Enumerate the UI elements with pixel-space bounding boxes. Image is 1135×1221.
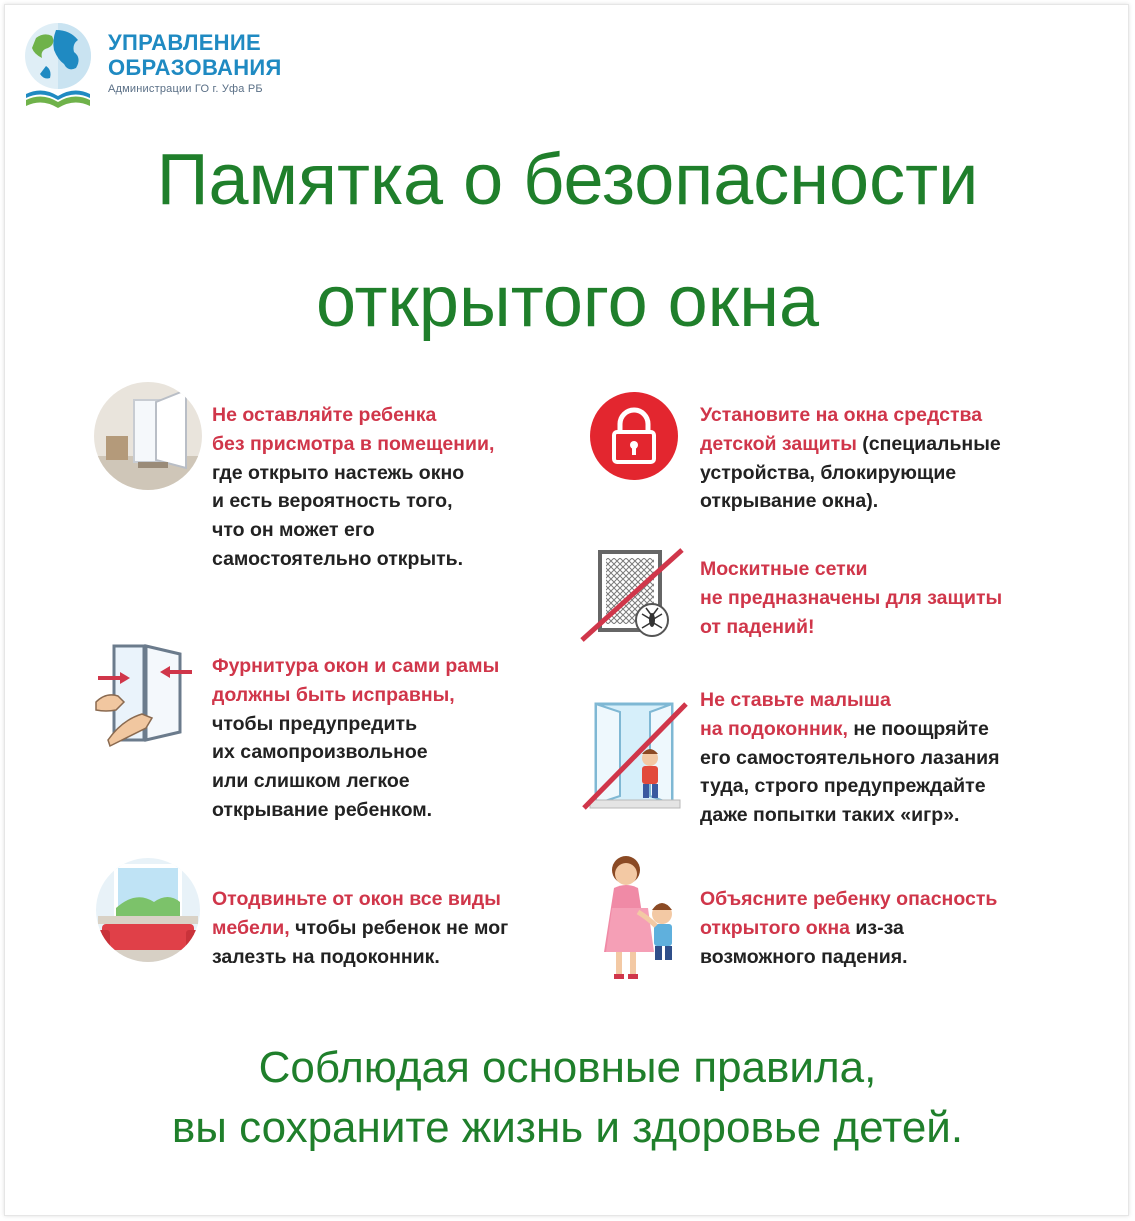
tip-2-text-1: чтобы предупредить (212, 712, 418, 735)
tip-1-text-3: что он может его (212, 519, 375, 542)
logo-line-2: ОБРАЗОВАНИЯ (108, 55, 282, 80)
footer-line-1: Соблюдая основные правила, (258, 1043, 877, 1092)
logo (22, 16, 322, 116)
tip-5-highlight-3: от падений! (700, 615, 815, 638)
tip-3-highlight-1: Отодвиньте от окон все виды (212, 888, 501, 910)
tip-2-highlight-1: Фурнитура окон и сами рамы (212, 655, 500, 677)
tip-6-highlight-1: Не ставьте малыша (700, 689, 891, 711)
tip-1-text-4: самостоятельно открыть. (212, 547, 464, 570)
tip-3-text-1: залезть на подоконник. (212, 945, 440, 968)
tip-4-text-2: открывание окна). (700, 490, 879, 513)
tip-2-text-3: или слишком легкое (212, 770, 410, 793)
tip-5-highlight-2: не предназначены для защиты (700, 586, 1003, 609)
tip-4-text-1: устройства, блокирующие (700, 461, 957, 484)
window-frame-hands-icon (94, 640, 198, 748)
tip-1-highlight-1: Не оставляйте ребенка (212, 404, 437, 426)
tip-6-text-1: его самостоятельного лазания (700, 746, 1000, 769)
sofa-window-icon (96, 858, 200, 962)
padlock-icon (590, 392, 678, 480)
tip-6-text-2: туда, строго предупреждайте (700, 775, 986, 798)
room-window-icon (94, 382, 202, 490)
title-line-1: Памятка о безопасности (156, 140, 979, 220)
child-windowsill-crossed-icon (580, 700, 690, 812)
mosquito-net-crossed-icon (578, 546, 686, 644)
tip-7-highlight-2: открытого окна (700, 916, 850, 939)
tip-7-highlight-1: Объясните ребенку опасность (700, 888, 998, 910)
tip-4-text-inline: (специальные (856, 432, 1001, 455)
tip-3-text-inline: чтобы ребенок не мог (289, 916, 509, 939)
tip-2-highlight-2: должны быть исправны, (212, 683, 455, 706)
tip-3-highlight-2: мебели, (212, 916, 290, 939)
tip-6-text-inline: не поощряйте (847, 717, 989, 740)
tip-6-highlight-2: на подоконник, (700, 717, 848, 740)
tip-2-text-4: открывание ребенком. (212, 798, 433, 821)
title-line-2: открытого окна (315, 262, 819, 342)
logo-subtitle: Администрации ГО г. Уфа РБ (108, 83, 263, 95)
tip-6-text-3: даже попытки таких «игр». (700, 804, 960, 827)
globe-book-icon (22, 16, 102, 116)
footer-line-2: вы сохраните жизнь и здоровье детей. (171, 1103, 964, 1152)
tip-1-text-1: где открыто настежь окно (212, 461, 465, 484)
tip-4-highlight-2: детской защиты (700, 432, 857, 455)
mother-child-icon (596, 852, 692, 984)
tip-1-highlight-2: без присмотра в помещении, (212, 432, 495, 455)
tip-4-highlight-1: Установите на окна средства (700, 404, 983, 426)
tip-7-text-inline: из-за (850, 916, 904, 939)
tip-1-text-2: и есть вероятность того, (212, 490, 453, 513)
tip-7-text-1: возможного падения. (700, 945, 908, 968)
tip-2-text-2: их самопроизвольное (212, 741, 428, 764)
logo-line-1: УПРАВЛЕНИЕ (108, 30, 261, 55)
tip-5-highlight-1: Москитные сетки (700, 558, 868, 580)
